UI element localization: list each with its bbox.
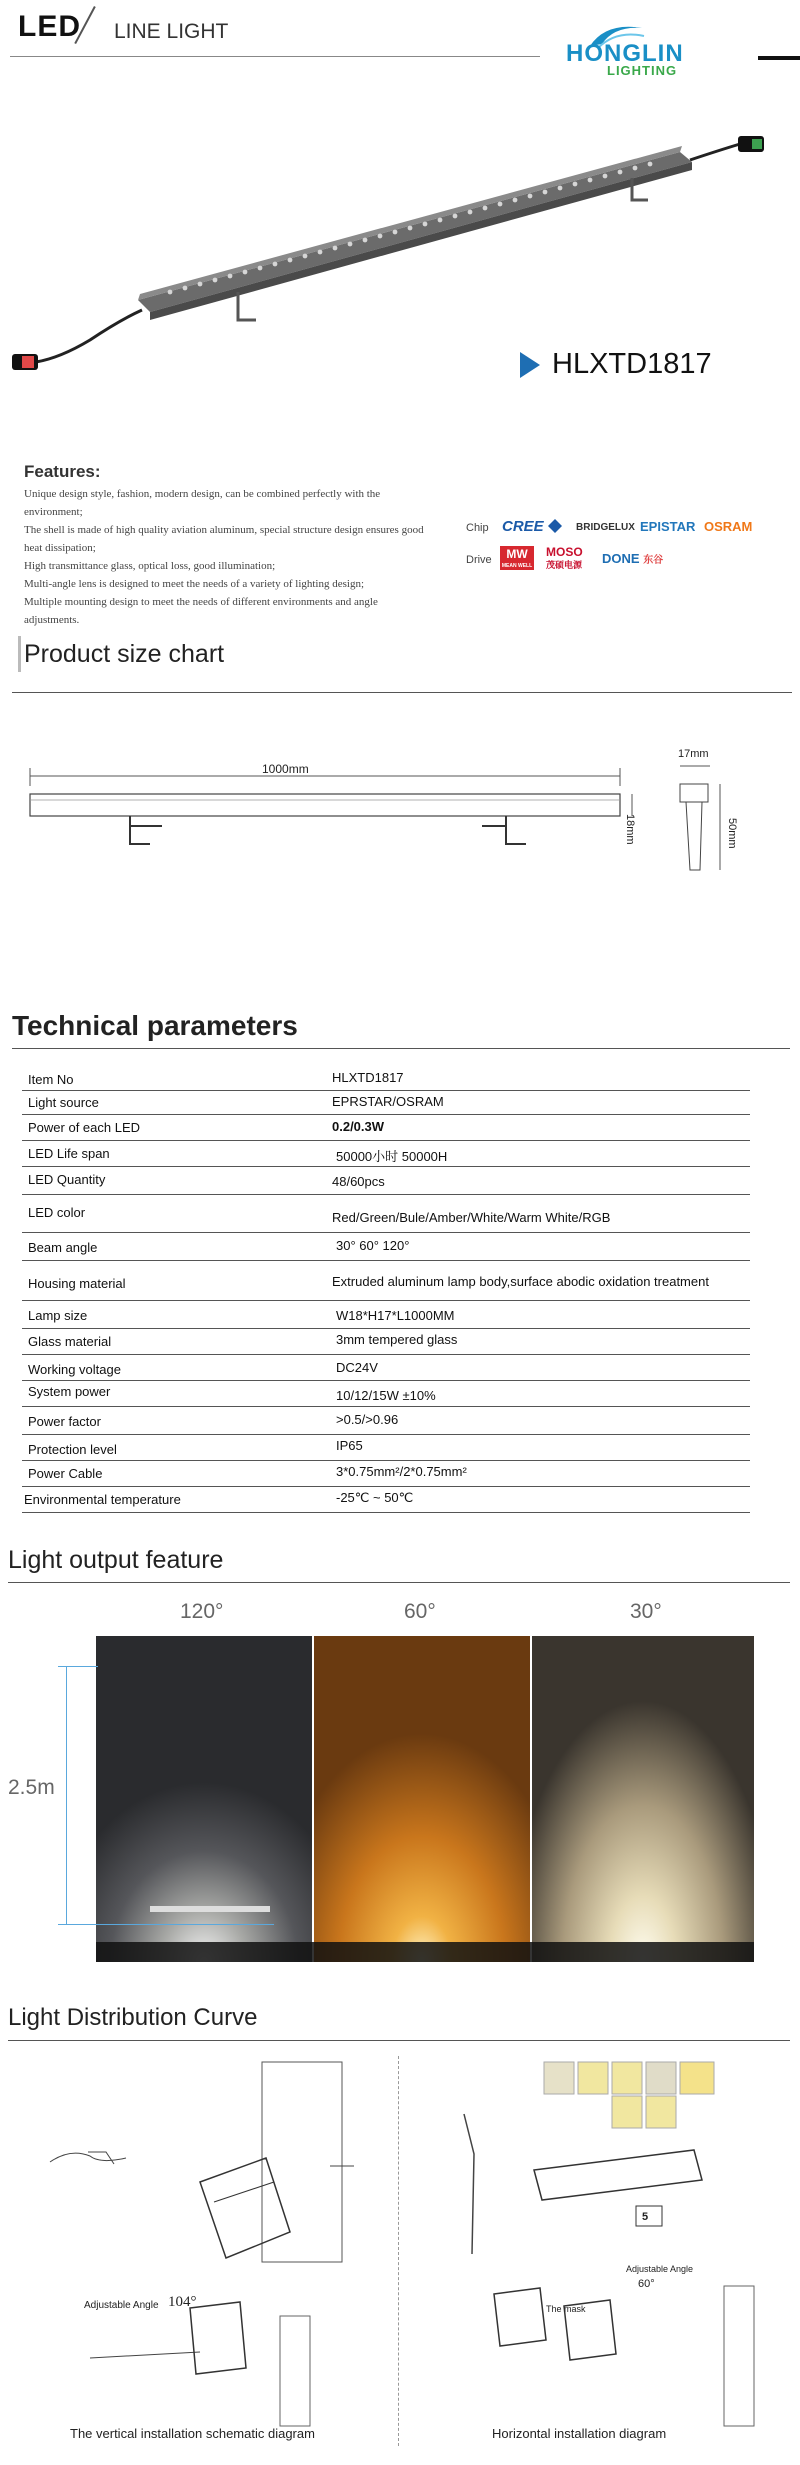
horizontal-angle-value: 60°	[638, 2278, 655, 2290]
cree-logo: CREE	[502, 518, 544, 535]
light-sample-60	[314, 1636, 530, 1962]
size-chart-rule	[12, 692, 792, 693]
tech-params-title: Technical parameters	[12, 1010, 298, 1041]
company-logo-text: HONGLIN	[566, 40, 684, 67]
light-output-title: Light output feature	[8, 1546, 224, 1574]
light-fixture-120	[150, 1906, 270, 1912]
beam-angle-120-label: 120°	[180, 1600, 224, 1623]
done-logo: DONE 东谷	[602, 551, 664, 566]
vertical-installation-diagram	[30, 2052, 390, 2442]
height-dimension: 18mm	[624, 814, 636, 845]
vertical-adjustable-angle-label: Adjustable Angle	[84, 2300, 159, 2311]
epistar-logo: EPISTAR	[640, 519, 696, 534]
distance-label: 2.5m	[8, 1776, 55, 1799]
light-sample-120	[96, 1636, 312, 1962]
header-accent-bar	[758, 56, 800, 60]
vertical-caption: The vertical installation schematic diagram	[70, 2426, 315, 2441]
distribution-title: Light Distribution Curve	[8, 2004, 258, 2031]
play-arrow-icon	[520, 352, 540, 378]
table-row: Power of each LED 0.2/0.3W	[22, 1114, 750, 1141]
vertical-angle-value: 104°	[168, 2294, 197, 2310]
size-chart-diagram	[0, 760, 800, 910]
width-dimension: 17mm	[678, 748, 709, 760]
features-list	[24, 485, 424, 629]
distribution-rule	[8, 2040, 790, 2041]
model-number: HLXTD1817	[552, 348, 712, 380]
distance-indicator-bottom	[58, 1924, 274, 1925]
table-row: Power Cable 3*0.75mm²/2*0.75mm²	[22, 1460, 750, 1487]
light-output-rule	[8, 1582, 790, 1583]
table-row: Environmental temperature -25℃ ~ 50℃	[22, 1486, 750, 1513]
table-row: LED Quantity 48/60pcs	[22, 1166, 750, 1195]
mask-label: The mask	[546, 2304, 586, 2314]
section-marker	[18, 636, 21, 672]
table-row: Power factor >0.5/>0.96	[22, 1406, 750, 1435]
meanwell-logo: MW MEAN WELL	[501, 547, 533, 569]
table-row: Housing material Extruded aluminum lamp body,surface abodic oxidation treatment	[22, 1260, 750, 1301]
beam-angle-60-label: 60°	[404, 1600, 436, 1623]
header-rule	[10, 56, 540, 57]
beam-angle-30-label: 30°	[630, 1600, 662, 1623]
light-sample-30	[532, 1636, 754, 1962]
bolt-count-badge: 5	[642, 2211, 649, 2223]
bridgelux-logo: BRIDGELUX	[576, 522, 635, 533]
brand-title: LED	[18, 10, 81, 43]
features-title: Features:	[24, 462, 101, 481]
osram-logo: OSRAM	[704, 519, 753, 534]
horizontal-caption: Horizontal installation diagram	[492, 2426, 667, 2441]
size-chart-title: Product size chart	[24, 640, 225, 668]
company-logo-subtext: LIGHTING	[607, 63, 678, 78]
category-title: LINE LIGHT	[114, 20, 229, 43]
feature-line: The shell is made of high quality aviation aluminum, special structure design ensures good heat dissipation;	[24, 524, 424, 554]
drive-label: Drive	[466, 554, 492, 566]
chip-label: Chip	[466, 522, 489, 534]
cree-diamond-icon	[548, 519, 562, 533]
table-row: Glass material 3mm tempered glass	[22, 1328, 750, 1355]
tech-params-rule	[12, 1048, 790, 1049]
distance-indicator-line	[66, 1666, 67, 1924]
table-row: LED Life span 50000小时 50000H	[22, 1140, 750, 1167]
distance-indicator-top	[58, 1666, 98, 1667]
table-row: System power 10/12/15W ±10%	[22, 1380, 750, 1407]
table-row: Item No HLXTD1817	[22, 1068, 750, 1091]
table-row: Beam angle 30° 60° 120°	[22, 1232, 750, 1261]
feature-line: Multi-angle lens is designed to meet the needs of a variety of lighting design;	[24, 578, 365, 590]
table-row: Protection level IP65	[22, 1434, 750, 1461]
feature-line: Multiple mounting design to meet the needs of different environments and angle adjustments.	[24, 596, 378, 626]
table-row: Light source EPRSTAR/OSRAM	[22, 1090, 750, 1115]
horizontal-installation-diagram	[414, 2054, 800, 2444]
feature-line: High transmittance glass, optical loss, good illumination;	[24, 560, 276, 572]
table-row: LED color Red/Green/Bule/Amber/White/Warm White/RGB	[22, 1194, 750, 1233]
light-floor-strip	[96, 1942, 754, 1962]
length-dimension: 1000mm	[262, 762, 309, 776]
horizontal-adjustable-angle-label: Adjustable Angle	[626, 2264, 694, 2274]
feature-line: Unique design style, fashion, modern design, can be combined perfectly with the environment;	[24, 488, 381, 518]
total-height-dimension: 50mm	[726, 818, 738, 849]
table-row: Working voltage DC24V	[22, 1354, 750, 1381]
moso-logo: MOSO 茂硕电源	[546, 545, 583, 570]
diagram-divider	[398, 2056, 400, 2446]
table-row: Lamp size W18*H17*L1000MM	[22, 1300, 750, 1329]
